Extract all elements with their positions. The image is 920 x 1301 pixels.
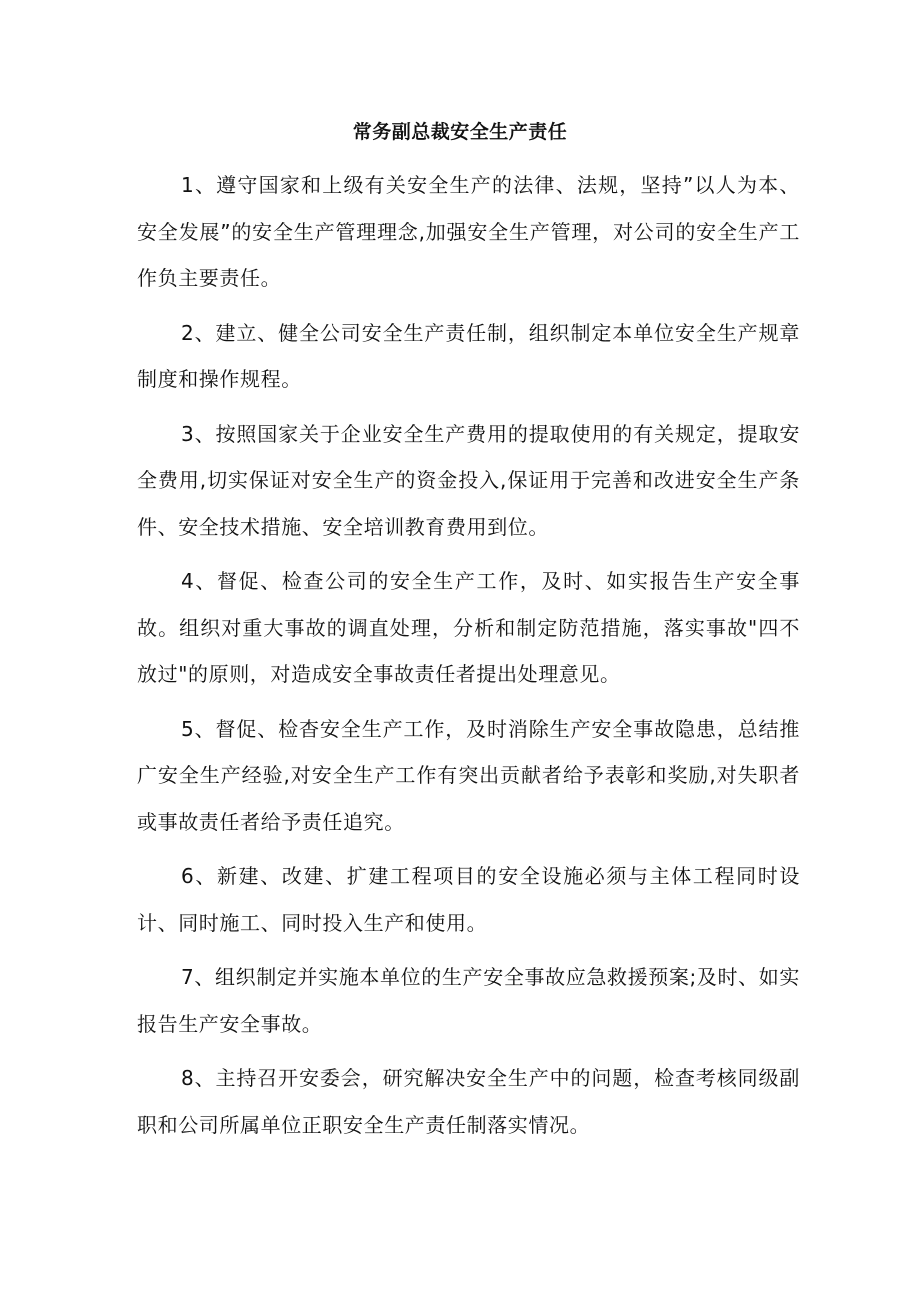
paragraph-5: 5、督促、检杳安全生产工作，及时消除生产安全事故隐患，总结推广安全生产经验,对安全生产工作有突出贡献者给予表彰和奖励,对失职者或事故责任者给予责任追究。: [137, 716, 800, 834]
document-body: [137, 162, 800, 1156]
paragraph-3: 3、按照国家关于企业安全生产费用的提取使用的有关规定，提取安全费用,切实保证对安全生产的资金投入,保证用于完善和改进安全生产条件、安全技术措施、安全培训教育费用到位。: [137, 421, 800, 539]
paragraph-2: 2、建立、健全公司安全生产责任制，组织制定本单位安全生产规章制度和操作规程。: [137, 320, 800, 391]
paragraph-1: 1、遵守国家和上级有关安全生产的法律、法规，坚持”以人为本、安全发展”的安全生产管理理念,加强安全生产管理，对公司的安全生产工作负主要责任。: [137, 173, 800, 290]
document-title: 常务副总裁安全生产责任: [352, 121, 568, 143]
paragraph-4: 4、督促、检查公司的安全生产工作，及时、如实报告生产安全事故。组织对重大事故的调直处理，分析和制定防范措施，落实事故"四不放过"的原则，对造成安全事故责任者提出处理意见。: [137, 569, 800, 686]
paragraph-7: 7、组织制定并实施本单位的生产安全事故应急救援预案;及时、如实报告生产安全事故。: [137, 965, 800, 1036]
paragraph-8: 8、主持召开安委会，研究解决安全生产中的问题，检查考核同级副职和公司所属单位正职安全生产责任制落实情况。: [137, 1066, 800, 1137]
paragraph-6: 6、新建、改建、扩建工程项目的安全设施必须与主体工程同时设计、同时施工、同时投入生产和使用。: [137, 864, 800, 935]
